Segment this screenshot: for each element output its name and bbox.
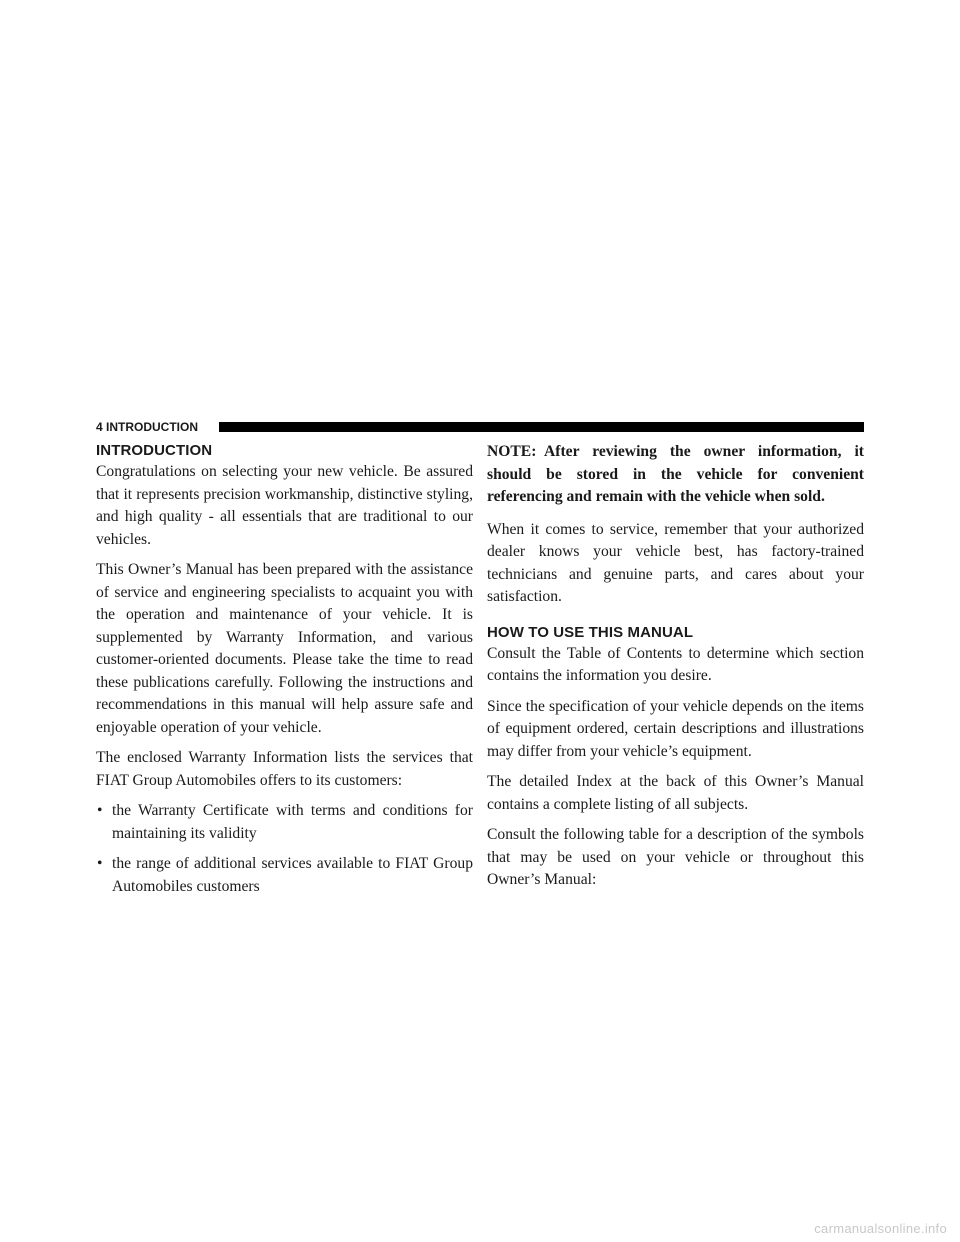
paragraph-specification: Since the specification of your vehicle depends on the items of equipment ordered, certain descriptions and illustrations may differ from your vehicle’s equipment. <box>487 697 864 760</box>
paragraph-owners-manual: This Owner’s Manual has been prepared with the assistance of service and engineering specialists to acquaint you with the operation and maintenance of your vehicle. It is supplemented by Warranty Information, and various customer-oriented documents. Please take the time to read these publications carefully. Following the instructions and recommendations in this manual will help assure safe and enjoyable operation of your vehicle. <box>96 561 473 736</box>
services-list <box>96 800 473 898</box>
header-rule <box>219 422 864 432</box>
note-text: After reviewing the owner information, it should be stored in the vehicle for convenient referencing and remain with the vehicle when sold. <box>487 443 864 505</box>
right-column <box>487 441 864 900</box>
paragraph-index: The detailed Index at the back of this Owner’s Manual contains a complete listing of all subjects. <box>487 773 864 813</box>
paragraph-service: When it comes to service, remember that your authorized dealer knows your vehicle best, has factory-trained technicians and genuine parts, and cares about your satisfaction. <box>487 520 864 605</box>
how-to-use-heading: HOW TO USE THIS MANUAL <box>487 623 694 641</box>
list-item-text: the Warranty Certificate with terms and conditions for maintaining its validity <box>112 802 473 842</box>
introduction-heading: INTRODUCTION <box>96 442 213 459</box>
list-item <box>96 800 473 845</box>
list-item <box>96 853 473 898</box>
watermark: carmanualsonline.info <box>814 1221 947 1236</box>
paragraph-table-of-contents: Consult the Table of Contents to determine which section contains the information you desire. <box>487 644 864 684</box>
paragraph-symbols: Consult the following table for a description of the symbols that may be used on your vehicle or throughout this Owner’s Manual: <box>487 826 864 888</box>
page-header <box>96 419 864 435</box>
note-paragraph <box>487 441 864 509</box>
paragraph-congratulations: Congratulations on selecting your new vehicle. Be assured that it represents precision workmanship, distinctive styling, and high quality - all essentials that are traditional to our vehicles. <box>96 463 473 548</box>
bullet-icon: • <box>97 802 103 819</box>
bullet-icon: • <box>97 855 103 872</box>
paragraph-warranty-info: The enclosed Warranty Information lists the services that FIAT Group Automobiles offers to its customers: <box>96 749 473 789</box>
left-column <box>96 441 473 906</box>
note-label: NOTE: <box>487 443 537 460</box>
page-number-section-label: 4 INTRODUCTION <box>96 420 198 434</box>
list-item-text: the range of additional services available to FIAT Group Automobiles customers <box>112 855 473 895</box>
